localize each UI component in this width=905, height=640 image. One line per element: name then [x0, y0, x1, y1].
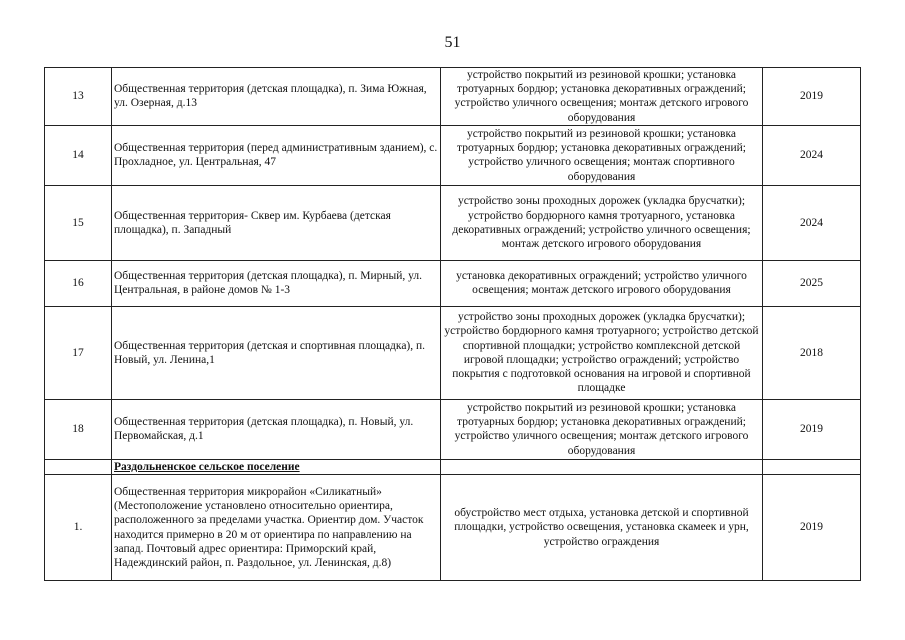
row-number: 18 [45, 399, 112, 459]
year-cell: 2024 [763, 185, 861, 260]
section-title: Раздольненское сельское поселение [112, 459, 441, 474]
territory-name: Общественная территория (детская площадка), п. Новый, ул. Первомайская, д.1 [112, 399, 441, 459]
territory-name: Общественная территория (детская и спортивная площадка), п. Новый, ул. Ленина,1 [112, 306, 441, 399]
table-row [45, 475, 861, 581]
year-cell: 2024 [763, 125, 861, 185]
year-cell: 2018 [763, 306, 861, 399]
year-cell: 2019 [763, 399, 861, 459]
year-cell: 2019 [763, 475, 861, 581]
table-row [45, 68, 861, 126]
section-header-row [45, 459, 861, 474]
section-empty-cell [763, 459, 861, 474]
row-number: 14 [45, 125, 112, 185]
territory-name: Общественная территория микрорайон «Силикатный» (Местоположение установлено относительно ориентира, расположенного за пределами участка. Ориентир дом. Участок находится примерно в 20 м от ориентира по направлению на запад. Почтовый адрес ориентира: Приморский край, Надеждинский район, п. Раздольное, ул. Ленинская, д.8) [112, 475, 441, 581]
section-empty-cell [45, 459, 112, 474]
works-description: установка декоративных ограждений; устройство уличного освещения; монтаж детского игрового оборудования [441, 260, 763, 306]
works-description: устройство зоны проходных дорожек (укладка брусчатки); устройство бордюрного камня тротуарного; устройство детской спортивной площадки; устройство комплексной детской игровой площадки; устройство ограждений; устройство покрытия с подготовкой основания на игровой и спортивной площадке [441, 306, 763, 399]
page-number: 51 [444, 34, 461, 51]
territory-name: Общественная территория (детская площадка), п. Зима Южная, ул. Озерная, д.13 [112, 68, 441, 126]
table-row [45, 306, 861, 399]
year-cell: 2019 [763, 68, 861, 126]
works-description: устройство зоны проходных дорожек (укладка брусчатки); устройство бордюрного камня тротуарного, установка декоративных ограждений; устройство уличного освещения; монтаж детского игрового оборудования [441, 185, 763, 260]
works-description: устройство покрытий из резиновой крошки; установка тротуарных бордюр; установка декоративных ограждений; устройство уличного освещения; монтаж детского игрового оборудования [441, 68, 763, 126]
table-row [45, 399, 861, 459]
year-cell: 2025 [763, 260, 861, 306]
works-description: устройство покрытий из резиновой крошки; установка тротуарных бордюр; установка декоративных ограждений; устройство уличного освещения; монтаж спортивного оборудования [441, 125, 763, 185]
works-description: обустройство мест отдыха, установка детской и спортивной площадки, устройство освещения, установка скамеек и урн, устройство ограждения [441, 475, 763, 581]
row-number: 17 [45, 306, 112, 399]
territory-name: Общественная территория (детская площадка), п. Мирный, ул. Центральная, в районе домов № 1-3 [112, 260, 441, 306]
row-number: 15 [45, 185, 112, 260]
row-number: 16 [45, 260, 112, 306]
row-number: 1. [45, 475, 112, 581]
table-row [45, 125, 861, 185]
territory-table [44, 67, 861, 581]
works-description: устройство покрытий из резиновой крошки; установка тротуарных бордюр; установка декоративных ограждений; устройство уличного освещения; монтаж детского игрового оборудования [441, 399, 763, 459]
section-empty-cell [441, 459, 763, 474]
table-row [45, 260, 861, 306]
territory-name: Общественная территория- Сквер им. Курбаева (детская площадка), п. Западный [112, 185, 441, 260]
row-number: 13 [45, 68, 112, 126]
territory-name: Общественная территория (перед административным зданием), с. Прохладное, ул. Центральная, 47 [112, 125, 441, 185]
table-row [45, 185, 861, 260]
